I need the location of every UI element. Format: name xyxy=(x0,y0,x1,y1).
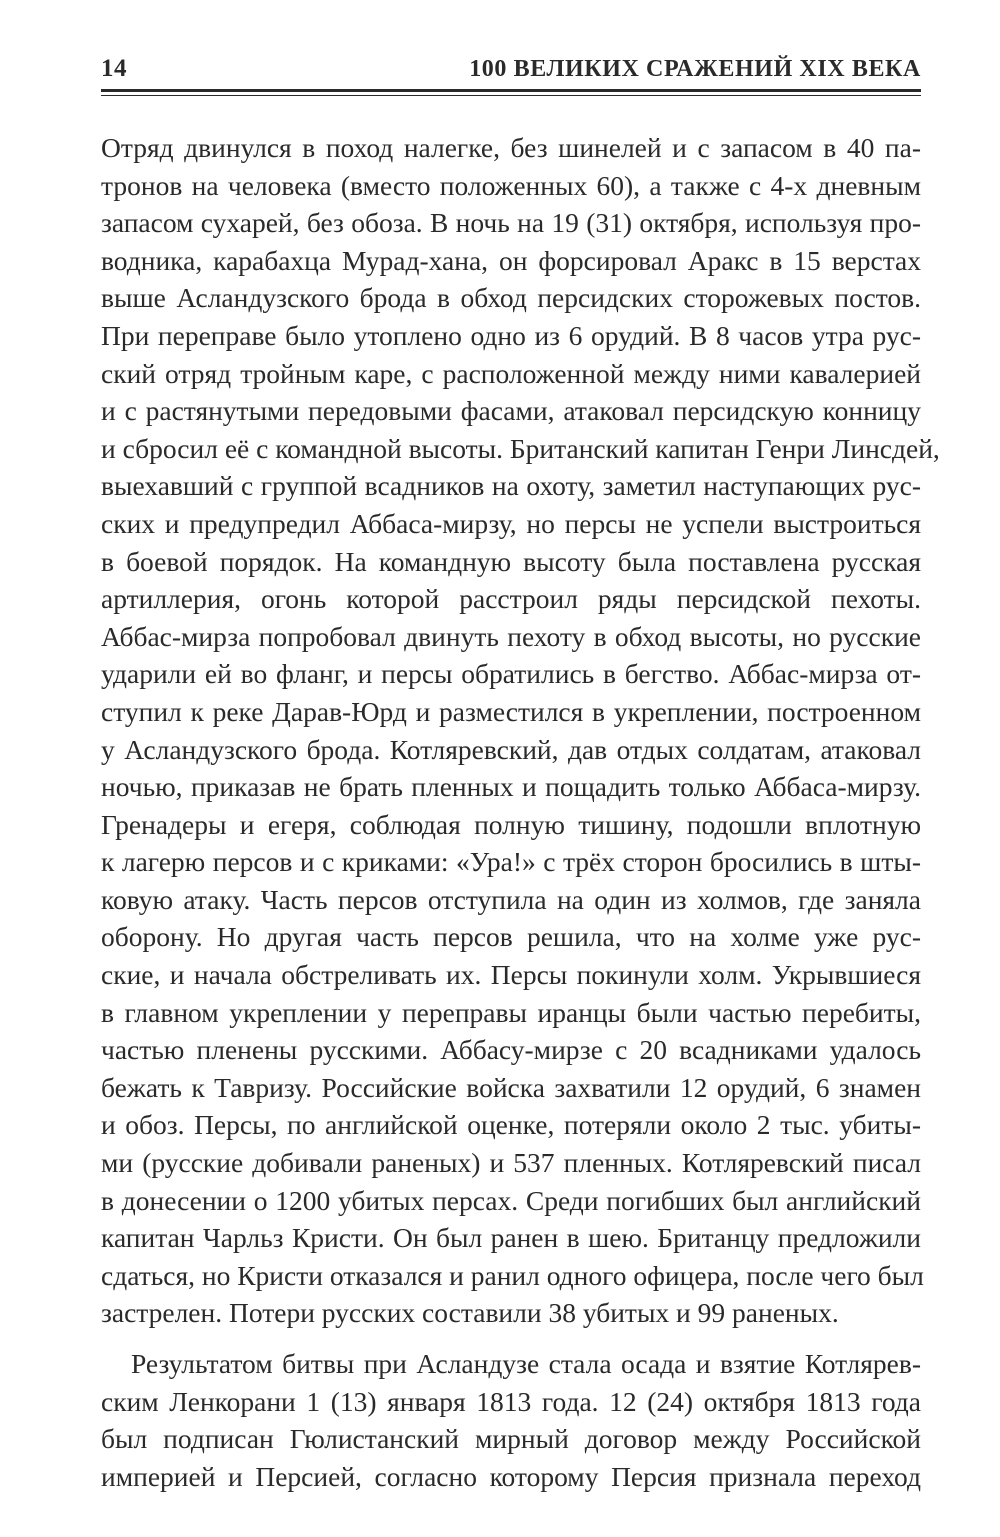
text-line: ковую атаку. Часть персов отступила на один из холмов, где заняла xyxy=(101,883,921,915)
text-line: капитан Чарльз Кристи. Он был ранен в шею. Британцу предложили xyxy=(101,1222,921,1254)
page-number: 14 xyxy=(101,55,127,82)
text-line: оборону. Но другая часть персов решила, что на холме уже рус- xyxy=(101,921,921,953)
text-line: Аббас-мирза попробовал двинуть пехоту в обход высоты, но русские xyxy=(101,620,921,652)
text-line: ступил к реке Дарав-Юрд и разместился в укреплении, построенном xyxy=(101,695,921,727)
text-line: империей и Персией, согласно которому Персия признала переход xyxy=(101,1460,921,1492)
text-line: тронов на человека (вместо положенных 60), а также с 4-х дневным xyxy=(101,169,921,201)
text-line: сдаться, но Кристи отказался и ранил одного офицера, после чего был xyxy=(101,1259,924,1291)
paragraph-2 xyxy=(101,1345,921,1495)
text-line: ским Ленкорани 1 (13) января 1813 года. 12 (24) октября 1813 года xyxy=(101,1385,921,1417)
text-line: артиллерия, огонь которой расстроил ряды персидской пехоты. xyxy=(101,583,921,615)
text-line: застрелен. Потери русских составили 38 убитых и 99 раненых. xyxy=(101,1297,839,1329)
text-line: частью пленены русскими. Аббасу-мирзе с 20 всадниками удалось xyxy=(101,1034,921,1066)
text-line: При переправе было утоплено одно из 6 орудий. В 8 часов утра рус- xyxy=(101,319,921,351)
text-line: к лагерю персов и с криками: «Ура!» с трёх сторон бросились в шты- xyxy=(101,846,921,878)
header-rule-thin xyxy=(101,95,921,96)
text-line: Отряд двинулся в поход налегке, без шинелей и с запасом в 40 па- xyxy=(101,132,921,163)
text-line: ночью, приказав не брать пленных и пощадить только Аббаса-мирзу. xyxy=(101,771,921,803)
text-line: Гренадеры и егеря, соблюдая полную тишину, подошли вплотную xyxy=(101,808,921,840)
text-line: в донесении о 1200 убитых персах. Среди погибших был английский xyxy=(101,1184,921,1216)
paragraph-1 xyxy=(101,129,940,1332)
text-line: ми (русские добивали раненых) и 537 пленных. Котляревский писал xyxy=(101,1147,921,1179)
text-line: ударили ей во фланг, и персы обратились в бегство. Аббас-мирза от- xyxy=(101,658,921,690)
text-line: у Асландузского брода. Котляревский, дав отдых солдатам, атаковал xyxy=(101,733,921,765)
text-line: и сбросил её с командной высоты. Британский капитан Генри Линсдей, xyxy=(101,432,940,464)
text-line: выехавший с группой всадников на охоту, заметил наступающих рус- xyxy=(101,470,921,502)
text-line: в боевой порядок. На командную высоту была поставлена русская xyxy=(101,545,921,577)
body-text xyxy=(101,129,940,1495)
text-line: выше Асландузского брода в обход персидских сторожевых постов. xyxy=(101,282,921,314)
running-head: 100 ВЕЛИКИХ СРАЖЕНИЙ XIX ВЕКА xyxy=(469,56,921,82)
page-header xyxy=(101,52,921,86)
text-line: водника, карабахца Мурад-хана, он форсировал Аракс в 15 верстах xyxy=(101,244,921,276)
text-line: и обоз. Персы, по английской оценке, потеряли около 2 тыс. убиты- xyxy=(101,1109,921,1141)
text-line: ские, и начала обстреливать их. Персы покинули холм. Укрывшиеся xyxy=(101,959,921,991)
text-line: запасом сухарей, без обоза. В ночь на 19 (31) октября, используя про- xyxy=(101,207,921,239)
header-rule-thick xyxy=(101,89,921,92)
text-line: был подписан Гюлистанский мирный договор между Российской xyxy=(101,1423,921,1455)
text-line: бежать к Тавризу. Российские войска захватили 12 орудий, 6 знамен xyxy=(101,1071,921,1103)
paragraph-gap xyxy=(101,1332,921,1345)
text-line: в главном укреплении у переправы иранцы были частью перебиты, xyxy=(101,996,921,1028)
text-line: и с растянутыми передовыми фасами, атаковал персидскую конницу xyxy=(101,395,921,427)
text-line: ский отряд тройным каре, с расположенной между ними кавалерией xyxy=(101,357,921,389)
text-line: ских и предупредил Аббаса-мирзу, но персы не успели выстроиться xyxy=(101,507,921,539)
text-line: Результатом битвы при Асландузе стала осада и взятие Котлярев- xyxy=(131,1348,921,1379)
